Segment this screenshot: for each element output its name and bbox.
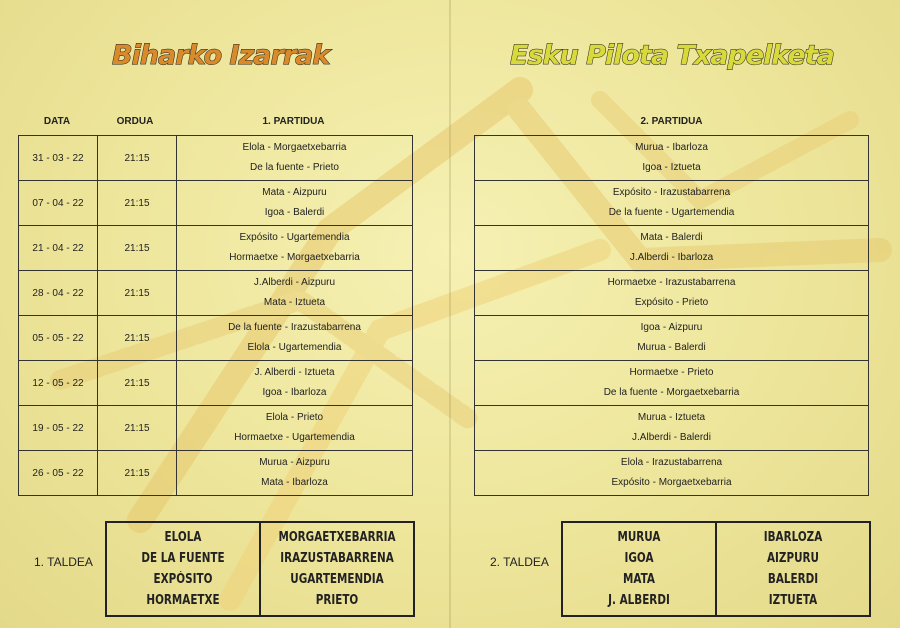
match-line: Murua - Iztueta: [637, 412, 706, 423]
match-time: 21:15: [98, 406, 177, 451]
header-partidua-1: 1. PARTIDUA: [262, 116, 325, 127]
schedule-table-right: [474, 135, 869, 496]
match-line: Hormaetxe - Prieto: [629, 367, 714, 378]
table-row: [475, 226, 869, 271]
team-1-column-2: [260, 522, 414, 616]
team-2-column-1: [562, 522, 716, 616]
partidua-2-cell: [475, 271, 869, 316]
table-row: [19, 451, 413, 496]
match-line: Igoa - Balerdi: [264, 207, 325, 218]
match-date: 26 - 05 - 22: [19, 451, 98, 496]
match-time: 21:15: [98, 451, 177, 496]
player-name: IBARLOZA: [763, 530, 823, 545]
player-name: J. ALBERDI: [608, 593, 670, 608]
player-name: UGARTEMENDIA: [290, 572, 384, 587]
match-line: J.Alberdi - Balerdi: [632, 432, 711, 443]
player-name: EXPÓSITO: [153, 572, 213, 587]
match-line: De la fuente - Morgaetxebarria: [603, 387, 740, 398]
partidua-2-cell: [475, 226, 869, 271]
player-name: IZTUETA: [768, 593, 818, 608]
player-name: BALERDI: [767, 572, 819, 587]
match-line: Elola - Morgaetxebarria: [242, 142, 347, 153]
match-line: Murua - Balerdi: [637, 342, 706, 353]
page-fold: [449, 0, 451, 628]
match-date: 21 - 04 - 22: [19, 226, 98, 271]
table-row: [19, 361, 413, 406]
match-line: Hormaetxe - Ugartemendia: [234, 432, 355, 443]
player-name: PRIETO: [315, 593, 359, 608]
match-line: Igoa - Ibarloza: [262, 387, 327, 398]
table-row: [475, 181, 869, 226]
partidua-1-cell: [177, 136, 413, 181]
team-2-table: [561, 521, 871, 617]
match-line: Murua - Aizpuru: [259, 457, 330, 468]
match-line: Mata - Iztueta: [263, 297, 326, 308]
partidua-2-cell: [475, 316, 869, 361]
match-line: Expósito - Morgaetxebarria: [611, 477, 732, 488]
header-ordua: ORDUA: [116, 116, 154, 127]
match-line: Expósito - Prieto: [634, 297, 709, 308]
player-name: MATA: [623, 572, 655, 587]
table-row: [475, 451, 869, 496]
partidua-1-cell: [177, 226, 413, 271]
match-time: 21:15: [98, 136, 177, 181]
player-name: AIZPURU: [767, 551, 819, 566]
match-line: Igoa - Aizpuru: [640, 322, 703, 333]
table-row: [475, 406, 869, 451]
table-row: [19, 136, 413, 181]
match-time: 21:15: [98, 181, 177, 226]
right-title: Esku Pilota Txapelketa: [510, 40, 834, 71]
match-date: 07 - 04 - 22: [19, 181, 98, 226]
match-line: J.Alberdi - Ibarloza: [629, 252, 714, 263]
partidua-2-cell: [475, 451, 869, 496]
match-line: Hormaetxe - Irazustabarrena: [607, 277, 736, 288]
match-line: Mata - Balerdi: [640, 232, 703, 243]
partidua-1-cell: [177, 361, 413, 406]
header-partidua-2: 2. PARTIDUA: [640, 116, 703, 127]
match-line: De la fuente - Prieto: [250, 162, 339, 173]
team-2-column-2: [716, 522, 870, 616]
team-2-label: 2. TALDEA: [490, 555, 549, 569]
team-1-table: [105, 521, 415, 617]
player-name: DE LA FUENTE: [141, 551, 225, 566]
player-name: MORGAETXEBARRIA: [278, 530, 396, 545]
partidua-2-cell: [475, 361, 869, 406]
table-row: [475, 271, 869, 316]
partidua-2-cell: [475, 136, 869, 181]
match-line: J.Alberdi - Aizpuru: [253, 277, 336, 288]
match-line: Elola - Irazustabarrena: [620, 457, 723, 468]
partidua-2-cell: [475, 406, 869, 451]
match-line: Expósito - Irazustabarrena: [612, 187, 731, 198]
table-row: [475, 361, 869, 406]
table-row: [19, 226, 413, 271]
team-1-column-1: [106, 522, 260, 616]
table-row: [19, 316, 413, 361]
partidua-1-cell: [177, 316, 413, 361]
match-time: 21:15: [98, 361, 177, 406]
match-line: Mata - Ibarloza: [261, 477, 328, 488]
match-line: Expósito - Ugartemendia: [239, 232, 350, 243]
player-name: HORMAETXE: [146, 593, 220, 608]
partidua-2-cell: [475, 181, 869, 226]
match-line: De la fuente - Ugartemendia: [608, 207, 735, 218]
match-time: 21:15: [98, 271, 177, 316]
player-name: MURUA: [617, 530, 661, 545]
match-date: 12 - 05 - 22: [19, 361, 98, 406]
table-row: [475, 316, 869, 361]
player-name: IGOA: [624, 551, 654, 566]
match-date: 05 - 05 - 22: [19, 316, 98, 361]
match-line: Igoa - Iztueta: [642, 162, 701, 173]
match-date: 31 - 03 - 22: [19, 136, 98, 181]
table-row: [19, 271, 413, 316]
team-1-label: 1. TALDEA: [34, 555, 93, 569]
header-data: DATA: [43, 116, 71, 127]
partidua-1-cell: [177, 406, 413, 451]
match-line: Murua - Ibarloza: [635, 142, 708, 153]
partidua-1-cell: [177, 451, 413, 496]
match-time: 21:15: [98, 226, 177, 271]
partidua-1-cell: [177, 181, 413, 226]
match-line: Mata - Aizpuru: [262, 187, 327, 198]
match-line: Elola - Ugartemendia: [247, 342, 342, 353]
table-row: [19, 406, 413, 451]
partidua-1-cell: [177, 271, 413, 316]
table-row: [475, 136, 869, 181]
match-time: 21:15: [98, 316, 177, 361]
player-name: IRAZUSTABARRENA: [280, 551, 394, 566]
match-line: Hormaetxe - Morgaetxebarria: [229, 252, 360, 263]
match-date: 28 - 04 - 22: [19, 271, 98, 316]
match-line: J. Alberdi - Iztueta: [254, 367, 335, 378]
match-line: Elola - Prieto: [265, 412, 324, 423]
match-line: De la fuente - Irazustabarrena: [228, 322, 361, 333]
match-date: 19 - 05 - 22: [19, 406, 98, 451]
player-name: ELOLA: [164, 530, 202, 545]
left-title: Biharko Izarrak: [112, 40, 330, 71]
table-row: [19, 181, 413, 226]
schedule-table-left: [18, 135, 413, 496]
